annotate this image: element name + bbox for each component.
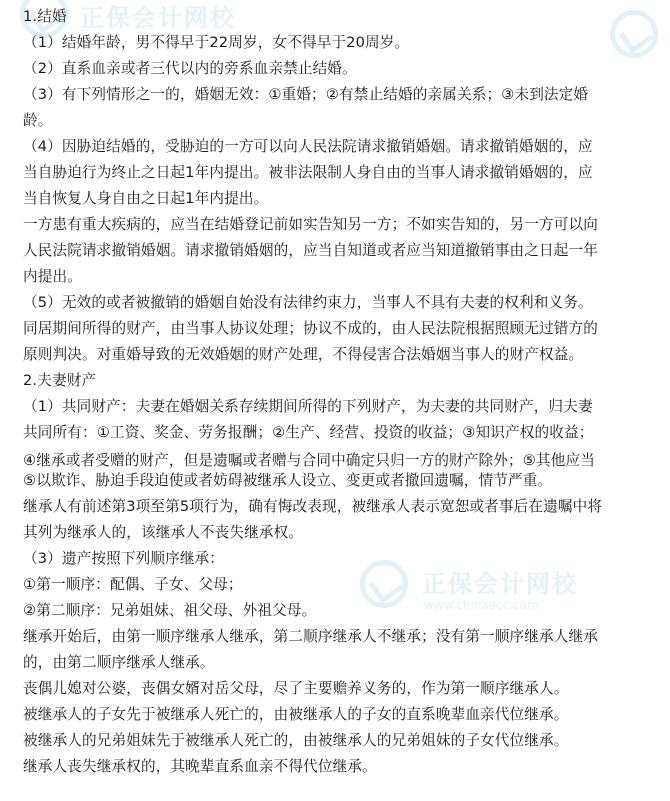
text-line: （3）遗产按照下列顺序继承： (23, 550, 225, 567)
watermark-text: 正保会计网校 (422, 570, 578, 598)
text-line: 当自恢复人身自由之日起1年内提出。 (23, 190, 269, 207)
text-line-partial (23, 446, 655, 469)
text-line: 继承开始后，由第一顺序继承人继承，第二顺序继承人不继承；没有第一顺序继承人继承 (23, 628, 599, 645)
text-line: 同居期间所得的财产，由当事人协议处理；协议不成的，由人民法院根据照顾无过错方的 (23, 320, 599, 337)
text-line: 被继承人的兄弟姐妹先于被继承人死亡的，由被继承人的兄弟姐妹的子女代位继承。 (23, 732, 569, 749)
text-line: （5）无效的或者被撤销的婚姻自始没有法律约束力，当事人不具有夫妻的权利和义务。 (23, 294, 593, 311)
text-line: （4）因胁迫结婚的，受胁迫的一方可以向人民法院请求撤销婚姻。请求撤销婚姻的，应 (23, 138, 593, 155)
text-line: （3）有下列情形之一的，婚姻无效：①重婚；②有禁止结婚的亲属关系；③未到法定婚 (23, 86, 589, 103)
text-line: ①第一顺序：配偶、子女、父母； (23, 576, 243, 593)
section-heading: 2.夫妻财产 (23, 372, 97, 389)
text-line: 龄。 (23, 112, 53, 129)
text-line: 内提出。 (23, 268, 82, 285)
text-line: 丧偶儿媳对公婆，丧偶女婿对岳父母，尽了主要赡养义务的，作为第一顺序继承人。 (23, 680, 569, 697)
text-line: 被继承人的子女先于被继承人死亡的，由被继承人的子女的直系晚辈血亲代位继承。 (23, 706, 569, 723)
text-line: ②第二顺序：兄弟姐妹、祖父母、外祖父母。 (23, 602, 317, 619)
section-heading: 1.结婚 (23, 8, 67, 25)
text-line: （2）直系血亲或者三代以内的旁系血亲禁止结婚。 (23, 60, 357, 77)
text-line: 当自胁迫行为终止之日起1年内提出。被非法限制人身自由的当事人请求撤销婚姻的，应 (23, 164, 593, 181)
text-line: （1）结婚年龄，男不得早于22周岁，女不得早于20周岁。 (23, 34, 410, 51)
text-line: 继承人有前述第3项至第5项行为，确有悔改表现，被继承人表示宽恕或者事后在遗嘱中将 (23, 498, 603, 515)
text-line: 的，由第二顺序继承人继承。 (23, 654, 215, 671)
text-line: ⑤以欺诈、胁迫手段迫使或者妨碍被继承人设立、变更或者撤回遗嘱，情节严重。 (23, 472, 553, 489)
text-line: 一方患有重大疾病的，应当在结婚登记前如实告知另一方；不如实告知的，另一方可以向 (23, 216, 599, 233)
text-line: （1）共同财产：夫妻在婚姻关系存续期间所得的下列财产，为夫妻的共同财产，归夫妻 (23, 398, 593, 415)
text-line: 人民法院请求撤销婚姻。请求撤销婚姻的，应当自知道或者应当知道撤销事由之日起一年 (23, 242, 599, 259)
text-line: 原则判决。对重婚导致的无效婚姻的财产处理，不得侵害合法婚姻当事人的财产权益。 (23, 346, 584, 363)
text-line: 继承人丧失继承权的，其晚辈直系血亲不得代位继承。 (23, 758, 377, 775)
watermark-url: www.chinaacc.com (424, 598, 539, 612)
text-line: 共同所有：①工资、奖金、劳务报酬；②生产、经营、投资的收益；③知识产权的收益； (23, 424, 594, 441)
text-line: 其列为继承人的，该继承人不丧失继承权。 (23, 524, 304, 541)
watermark-text: 正保会计网校 (80, 4, 236, 32)
partial-text: ④继承或者受赠的财产，但是遗嘱或者赠与合同中确定只归一方的财产除外；⑤其他应当 (23, 452, 595, 469)
